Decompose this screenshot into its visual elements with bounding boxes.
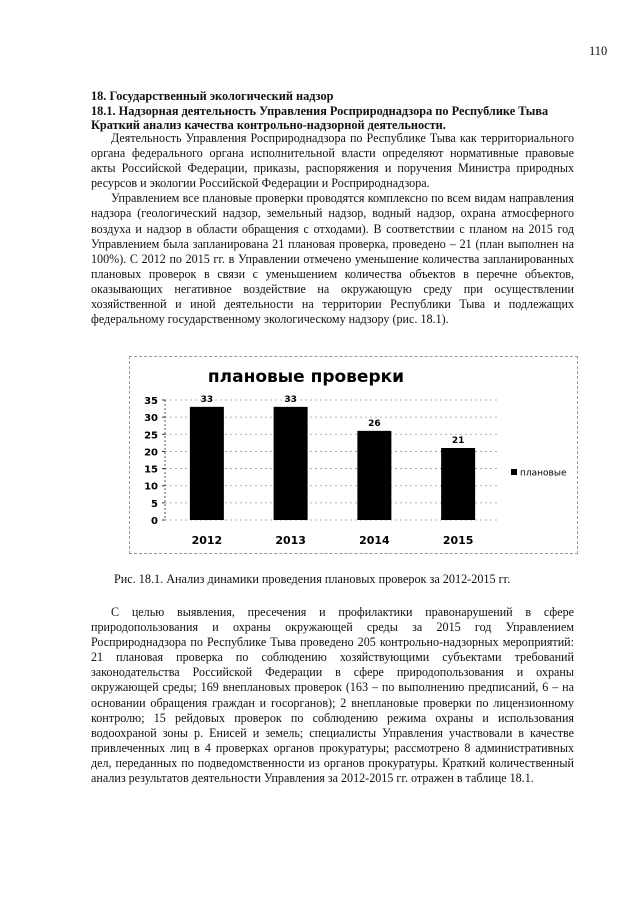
y-tick-label: 15 bbox=[144, 464, 158, 476]
y-tick-label: 30 bbox=[144, 413, 158, 425]
paragraph: Деятельность Управления Росприроднадзора по Республике Тыва как территориального органа федерального органа исполнительной власти определяют нормативные правовые акты Российской Федерации, приказы, распоряжения и поручения Министра природных ресурсов и экологии Российской Федерации и Росприроднадзора. bbox=[91, 131, 574, 191]
figure-caption: Рис. 18.1. Анализ динамики проведения плановых проверок за 2012-2015 гг. bbox=[114, 572, 511, 586]
y-tick-label: 35 bbox=[144, 396, 158, 407]
paragraph: С целью выявления, пресечения и профилактики правонарушений в сфере природопользования и охраны окружающей среды за 2015 год Управлением Росприроднадзора по Республике Тыва проведено 205 контрольно-надзорных мероприятий: 21 плановая проверка по соблюдению хозяйствующими субъектами требований законодательства Российской Федерации в сфере природопользования и охраны окружающей среды; 169 внеплановых проверок (163 – по выполнению предписаний, 6 – на основании обращения граждан и госорганов); 2 внеплановые проверки по лицензионному контролю; 15 рейдовых проверок по соблюдению режима охраны и использования водоохраной зоны р. Енисей и земель; специалисты Управления участвовали в качестве привлеченных лиц в 4 проверках органов прокуратуры; рассмотрено 8 административных дел, переданных по подведомственности из органов прокуратуры. Краткий количественный анализ результатов деятельности Управления за 2012-2015 гг. отражен в таблице 18.1. bbox=[91, 605, 574, 786]
subsection-heading: 18.1. Надзорная деятельность Управления Росприроднадзора по Республике Тыва bbox=[91, 103, 549, 118]
data-label: 33 bbox=[200, 394, 214, 405]
analysis-heading: Краткий анализ качества контрольно-надзорной деятельности. bbox=[91, 118, 446, 133]
paragraph: Управлением все плановые проверки проводятся комплексно по всем видам направления надзора (геологический надзор, земельный надзор, водный надзор, охрана атмосферного воздуха и надзор в области обращения с отходами). В соответствии с планом на 2015 год Управлением была запланирована 21 плановая проверка, проведено – 21 (план выполнен на 100%). С 2012 по 2015 гг. в Управлении отмечено уменьшение количества запланированных плановых проверок в связи с уменьшением количества объектов в перечне объектов, оказывающих негативное воздействие на окружающую среду при осуществлении хозяйственной и иной деятельности на территории Республики Тыва и подлежащих федеральному государственному экологическому надзору (рис. 18.1). bbox=[91, 191, 574, 327]
x-tick-label: 2014 bbox=[359, 534, 390, 547]
bars bbox=[190, 407, 475, 520]
y-tick-label: 0 bbox=[151, 516, 158, 527]
bar bbox=[274, 407, 308, 520]
y-tick-label: 10 bbox=[144, 481, 158, 493]
data-label: 33 bbox=[284, 394, 297, 405]
y-tick-label: 5 bbox=[151, 498, 158, 510]
intro-text bbox=[91, 131, 574, 327]
data-label: 26 bbox=[368, 418, 381, 429]
legend-label: плановые bbox=[520, 468, 567, 479]
data-labels bbox=[201, 395, 465, 446]
x-tick-label: 2012 bbox=[191, 534, 223, 547]
y-axis bbox=[144, 396, 165, 527]
y-tick-label: 20 bbox=[144, 447, 158, 459]
bar bbox=[441, 448, 475, 520]
x-axis bbox=[192, 534, 474, 547]
x-tick-label: 2015 bbox=[442, 534, 474, 547]
chart-canvas bbox=[130, 357, 579, 555]
x-tick-label: 2013 bbox=[275, 534, 306, 547]
page-number: 110 bbox=[589, 44, 608, 58]
bar bbox=[357, 431, 391, 520]
results-text bbox=[91, 605, 574, 786]
legend bbox=[511, 469, 567, 479]
bar bbox=[190, 407, 224, 520]
bar-chart bbox=[129, 356, 578, 554]
chart-title: плановые проверки bbox=[207, 367, 405, 387]
legend-swatch bbox=[511, 469, 517, 475]
section-headings bbox=[91, 89, 551, 133]
data-label: 21 bbox=[451, 436, 465, 446]
y-tick-label: 25 bbox=[144, 430, 158, 442]
section-heading: 18. Государственный экологический надзор bbox=[91, 89, 334, 103]
